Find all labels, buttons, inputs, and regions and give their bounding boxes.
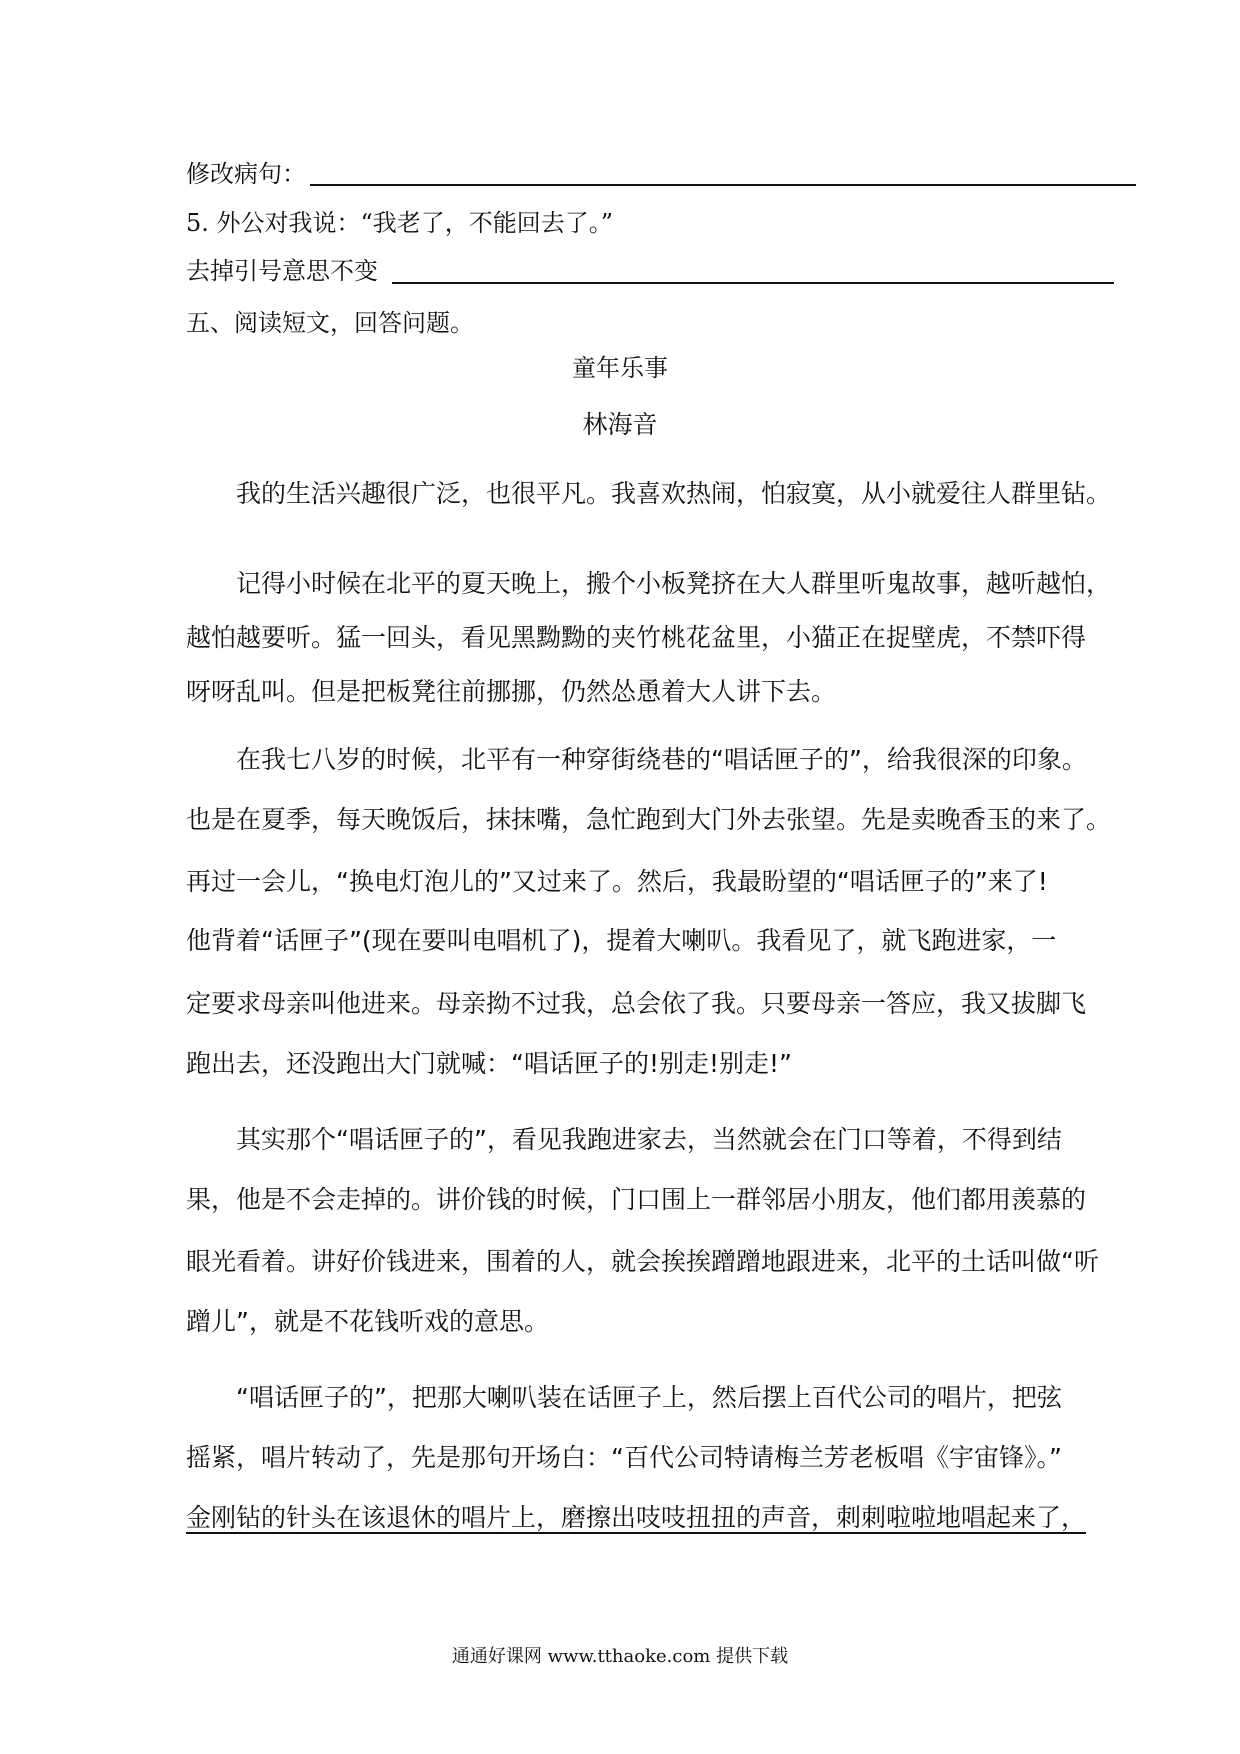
article-line: 在我七八岁的时候，北平有一种穿街绕巷的“唱话匣子的”，给我很深的印象。 — [236, 745, 1087, 774]
article-line: 记得小时候在北平的夏天晚上，搬个小板凳挤在大人群里听鬼故事，越听越怕， — [236, 569, 1112, 598]
article-line-underlined: 金刚钻的针头在该退休的唱片上，磨擦出吱吱扭扭的声音，刺刺啦啦地唱起来了， — [186, 1503, 1087, 1532]
footer-source: 通通好课网 www.tthaoke.com 提供下载 — [451, 1646, 789, 1667]
revise-sentence-answer-line[interactable] — [310, 184, 1136, 186]
question-5-answer-line[interactable] — [392, 282, 1114, 284]
article-line: 呀呀乱叫。但是把板凳往前挪挪，仍然怂恿着大人讲下去。 — [186, 677, 837, 706]
article-line: 果，他是不会走掉的。讲价钱的时候，门口围上一群邻居小朋友，他们都用羡慕的 — [186, 1185, 1087, 1214]
article-line: “唱话匣子的”，把那大喇叭装在话匣子上，然后摆上百代公司的唱片，把弦 — [236, 1383, 1062, 1412]
article-line: 蹭儿”，就是不花钱听戏的意思。 — [186, 1307, 549, 1336]
article-line: 眼光看着。讲好价钱进来，围着的人，就会挨挨蹭蹭地跟进来，北平的土话叫做“听 — [186, 1247, 1099, 1276]
question-5-instruction: 去掉引号意思不变 — [186, 257, 378, 285]
question-5-text: 5. 外公对我说：“我老了，不能回去了。” — [186, 209, 614, 237]
article-title: 童年乐事 — [572, 354, 668, 382]
article-line: 再过一会儿，“换电灯泡儿的”又过来了。然后，我最盼望的“唱话匣子的”来了! — [186, 867, 1048, 896]
article-line: 定要求母亲叫他进来。母亲拗不过我，总会依了我。只要母亲一答应，我又拔脚飞 — [186, 989, 1087, 1018]
article-line: 其实那个“唱话匣子的”，看见我跑进家去，当然就会在门口等着，不得到结 — [236, 1125, 1062, 1154]
article-line: 我的生活兴趣很广泛，也很平凡。我喜欢热闹，怕寂寞，从小就爱往人群里钻。 — [236, 479, 1112, 508]
article-author: 林海音 — [582, 410, 658, 439]
article-line: 他背着“话匣子”(现在要叫电唱机了)，提着大喇叭。我看见了，就飞跑进家，一 — [186, 926, 1057, 955]
article-line: 跑出去，还没跑出大门就喊：“唱话匣子的!别走!别走!” — [186, 1049, 792, 1078]
revise-sentence-label: 修改病句： — [186, 160, 306, 188]
article-line: 摇紧，唱片转动了，先是那句开场白：“百代公司特请梅兰芳老板唱《宇宙锋》。” — [186, 1443, 1062, 1472]
article-line: 也是在夏季，每天晚饭后，抹抹嘴，急忙跑到大门外去张望。先是卖晚香玉的来了。 — [186, 805, 1112, 834]
section-5-heading: 五、阅读短文，回答问题。 — [186, 309, 474, 337]
article-line: 越怕越要听。猛一回头，看见黑黝黝的夹竹桃花盆里，小猫正在捉壁虎，不禁吓得 — [186, 623, 1087, 652]
